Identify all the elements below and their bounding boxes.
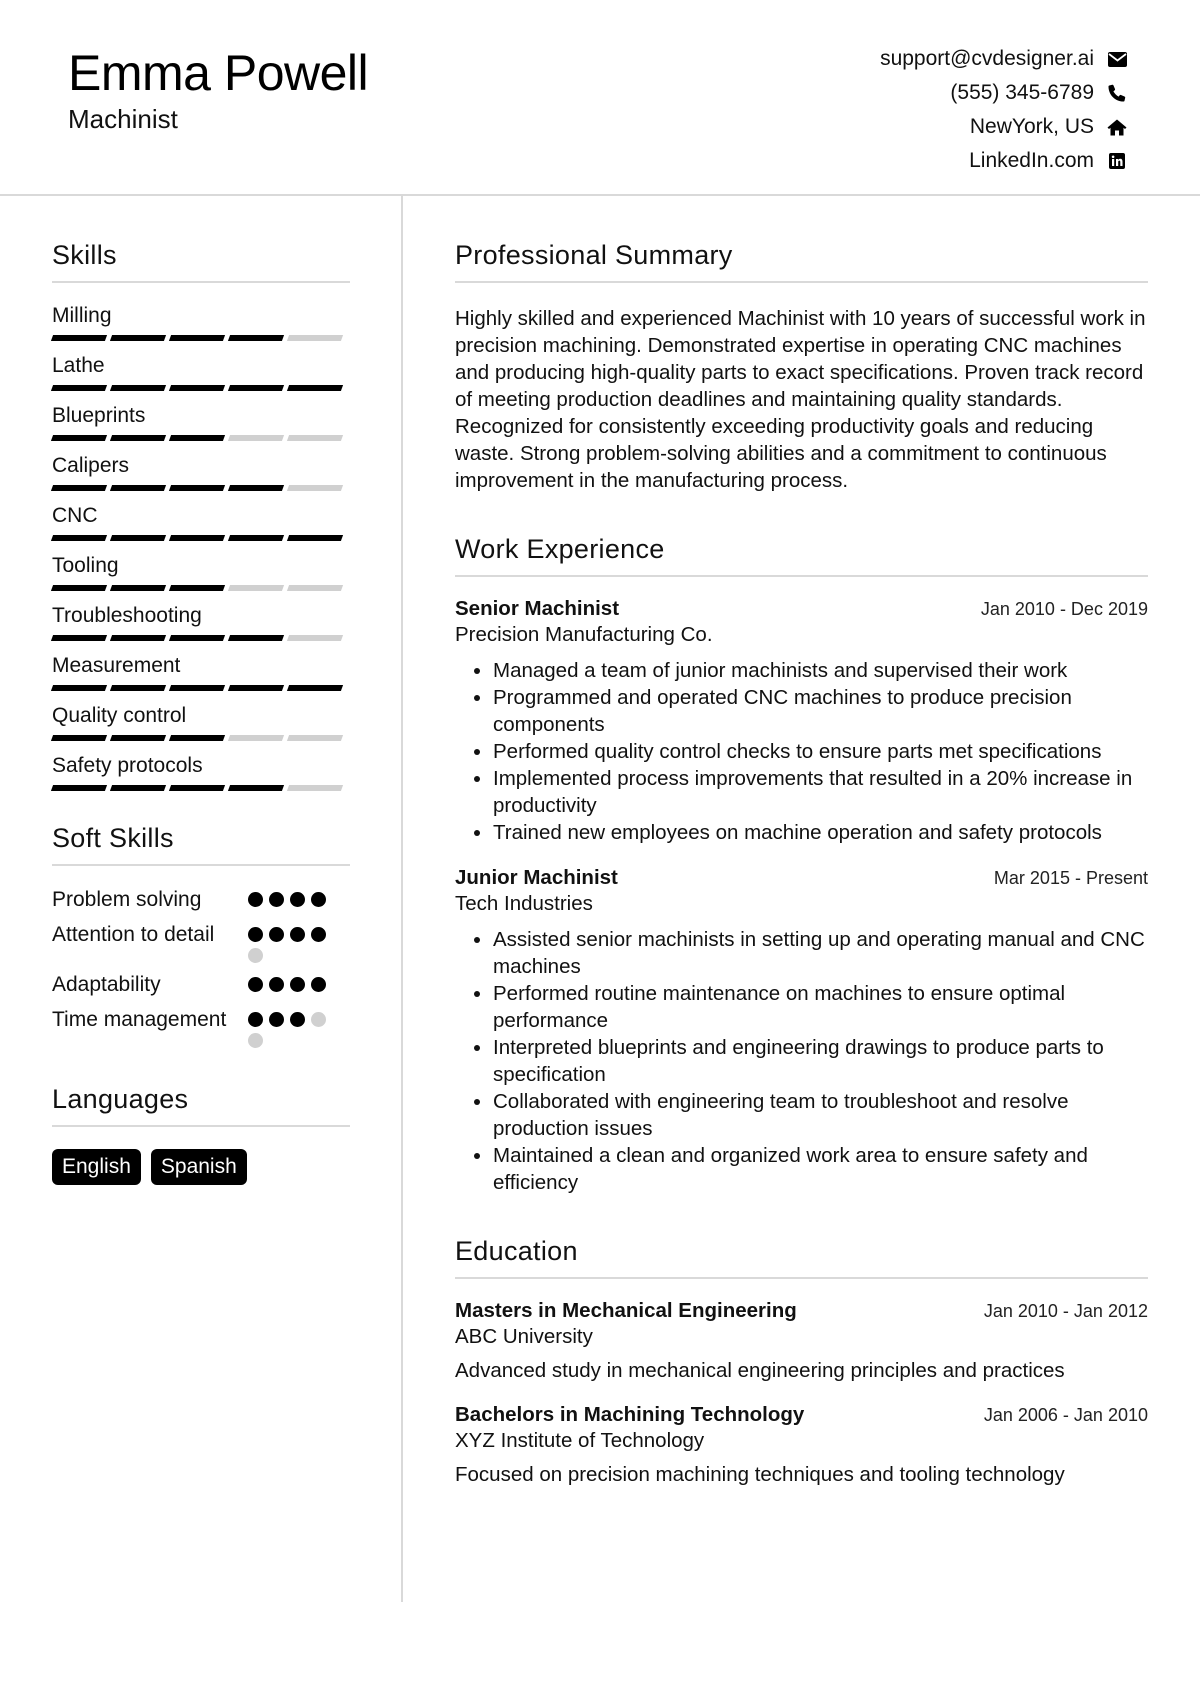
- rating-dot: [269, 927, 284, 942]
- soft-skills-list: [52, 886, 350, 1048]
- skill-rating-segment: [287, 635, 343, 641]
- skill-rating-segment: [51, 335, 107, 341]
- education-description: Advanced study in mechanical engineering principles and practices: [455, 1359, 1065, 1382]
- skill-rating-segment: [287, 585, 343, 591]
- job-bullet: • Implemented process improvements that resulted in a 20% increase in productivity: [493, 765, 1148, 819]
- right-column: [455, 240, 1148, 1487]
- skill-rating-segment: [287, 535, 343, 541]
- skill-rating-segment: [228, 585, 284, 591]
- skill-rating-segment: [110, 685, 166, 691]
- skill-rating-segment: [169, 485, 225, 491]
- soft-skill-label: Adaptability: [52, 973, 161, 996]
- education-header: [455, 1299, 1148, 1323]
- skill-label: Tooling: [52, 554, 119, 577]
- contact-linkedin-text: LinkedIn.com: [969, 149, 1094, 172]
- job-header: [455, 597, 1148, 621]
- skill-rating-bar: [52, 735, 350, 741]
- education-list: [455, 1299, 1148, 1487]
- rating-dot: [290, 927, 305, 942]
- skill-rating-bar: [52, 485, 350, 491]
- candidate-title: Machinist: [68, 104, 178, 134]
- skill-rating-bar: [52, 685, 350, 691]
- phone-icon: [1106, 83, 1128, 103]
- experience-list: [455, 597, 1148, 1196]
- skill-item: [52, 703, 350, 753]
- contact-location: [880, 110, 1128, 144]
- skill-rating-segment: [169, 435, 225, 441]
- soft-skill-label: Time management: [52, 1008, 227, 1031]
- skill-item: [52, 553, 350, 603]
- languages-list: [52, 1149, 350, 1185]
- education-degree: Bachelors in Machining Technology: [455, 1403, 805, 1426]
- education-school: ABC University: [455, 1325, 593, 1348]
- education-entry: [455, 1299, 1148, 1383]
- education-dates: Jan 2010 - Jan 2012: [983, 1301, 1148, 1321]
- skill-label: Lathe: [52, 354, 105, 377]
- skill-item: [52, 403, 350, 453]
- job-bullet: • Assisted senior machinists in setting up and operating manual and CNC machines: [493, 926, 1148, 980]
- left-column: [52, 240, 350, 1185]
- soft-skill-rating: [248, 971, 338, 998]
- skill-rating-segment: [51, 535, 107, 541]
- home-icon: [1106, 117, 1128, 137]
- education-degree: Masters in Mechanical Engineering: [455, 1299, 797, 1322]
- skill-rating-segment: [287, 685, 343, 691]
- job-bullet: • Performed routine maintenance on machines to ensure optimal performance: [493, 980, 1148, 1034]
- soft-skills-heading: Soft Skills: [52, 823, 350, 866]
- rating-dot: [290, 1012, 305, 1027]
- contact-location-text: NewYork, US: [969, 115, 1094, 138]
- skill-rating-segment: [51, 385, 107, 391]
- skill-rating-segment: [169, 535, 225, 541]
- contact-phone-text: (555) 345-6789: [950, 81, 1094, 104]
- skill-label: Milling: [52, 304, 112, 327]
- skill-label: CNC: [52, 504, 98, 527]
- rating-dot: [269, 977, 284, 992]
- skill-rating-segment: [51, 635, 107, 641]
- skill-rating-bar: [52, 385, 350, 391]
- skill-item: [52, 503, 350, 553]
- skill-rating-segment: [287, 335, 343, 341]
- job-title: Junior Machinist: [455, 866, 618, 889]
- rating-dot: [311, 892, 326, 907]
- skill-label: Troubleshooting: [52, 604, 202, 627]
- skill-rating-segment: [110, 435, 166, 441]
- resume-header: [0, 0, 1200, 196]
- skill-rating-segment: [287, 435, 343, 441]
- job-bullet: • Collaborated with engineering team to troubleshoot and resolve production issues: [493, 1088, 1148, 1142]
- job-bullet: • Trained new employees on machine operation and safety protocols: [493, 819, 1148, 846]
- skill-rating-segment: [287, 385, 343, 391]
- skill-rating-bar: [52, 335, 350, 341]
- contact-linkedin[interactable]: [880, 144, 1128, 178]
- education-heading: Education: [455, 1236, 1148, 1279]
- skill-label: Quality control: [52, 704, 187, 727]
- experience-heading: Work Experience: [455, 534, 1148, 577]
- job-entry: [455, 597, 1148, 846]
- education-entry: [455, 1403, 1148, 1487]
- language-badge: English: [52, 1149, 141, 1185]
- job-header: [455, 866, 1148, 890]
- job-bullet: • Programmed and operated CNC machines to produce precision components: [493, 684, 1148, 738]
- rating-dot: [269, 1012, 284, 1027]
- job-company: Precision Manufacturing Co.: [455, 623, 713, 646]
- education-dates: Jan 2006 - Jan 2010: [983, 1405, 1148, 1425]
- skill-item: [52, 453, 350, 503]
- skill-rating-segment: [287, 485, 343, 491]
- skill-rating-segment: [228, 385, 284, 391]
- skill-rating-segment: [169, 735, 225, 741]
- education-school: XYZ Institute of Technology: [455, 1429, 705, 1452]
- skill-label: Blueprints: [52, 404, 146, 427]
- skill-rating-segment: [51, 735, 107, 741]
- job-dates: Jan 2010 - Dec 2019: [980, 599, 1148, 619]
- rating-dot: [248, 927, 263, 942]
- skill-label: Measurement: [52, 654, 181, 677]
- skill-rating-segment: [51, 585, 107, 591]
- contact-phone[interactable]: [880, 76, 1128, 110]
- skill-rating-segment: [110, 735, 166, 741]
- skill-item: [52, 353, 350, 403]
- skill-rating-segment: [169, 385, 225, 391]
- linkedin-icon: [1106, 151, 1128, 171]
- education-header: [455, 1403, 1148, 1427]
- skill-rating-segment: [110, 785, 166, 791]
- job-bullet: • Managed a team of junior machinists and supervised their work: [493, 657, 1148, 684]
- job-bullets: [455, 926, 1148, 1196]
- skill-rating-bar: [52, 585, 350, 591]
- skill-rating-bar: [52, 635, 350, 641]
- skill-rating-segment: [169, 685, 225, 691]
- rating-dot: [311, 927, 326, 942]
- rating-dot: [290, 892, 305, 907]
- skill-rating-segment: [228, 785, 284, 791]
- skill-rating-segment: [110, 485, 166, 491]
- skill-rating-segment: [51, 435, 107, 441]
- soft-skill-item: [52, 971, 350, 998]
- rating-dot: [269, 892, 284, 907]
- skill-rating-segment: [228, 535, 284, 541]
- skill-rating-segment: [228, 485, 284, 491]
- soft-skill-rating: [248, 886, 338, 913]
- job-bullet: • Maintained a clean and organized work area to ensure safety and efficiency: [493, 1142, 1148, 1196]
- skill-rating-segment: [228, 435, 284, 441]
- summary-heading: Professional Summary: [455, 240, 1148, 283]
- summary-text: Highly skilled and experienced Machinist with 10 years of successful work in precision machining. Demonstrated expertise in operating CNC machines and producing high-quality parts to exact specifications. Proven track record of meeting production deadlines and maintaining quality standards. Recognized for consistently exceeding productivity goals and reducing waste. Strong problem-solving abilities and a commitment to continuous improvement in the manufacturing process.: [455, 307, 1146, 492]
- skill-rating-segment: [110, 335, 166, 341]
- job-dates: Mar 2015 - Present: [993, 868, 1148, 888]
- rating-dot: [248, 948, 263, 963]
- rating-dot: [290, 977, 305, 992]
- soft-skill-label: Attention to detail: [52, 923, 215, 946]
- skill-item: [52, 753, 350, 803]
- column-divider: [401, 196, 403, 1602]
- skill-rating-segment: [228, 685, 284, 691]
- soft-skill-item: [52, 921, 350, 963]
- skill-rating-segment: [169, 635, 225, 641]
- skill-rating-segment: [169, 585, 225, 591]
- rating-dot: [311, 977, 326, 992]
- skill-rating-segment: [287, 785, 343, 791]
- contact-list: [880, 42, 1128, 178]
- job-bullets: [455, 657, 1148, 846]
- soft-skill-item: [52, 886, 350, 913]
- soft-skill-item: [52, 1006, 350, 1048]
- skill-rating-segment: [51, 685, 107, 691]
- skills-heading: Skills: [52, 240, 350, 283]
- skill-rating-segment: [169, 785, 225, 791]
- languages-heading: Languages: [52, 1084, 350, 1127]
- envelope-icon: [1106, 49, 1128, 69]
- job-bullet: • Interpreted blueprints and engineering drawings to produce parts to specification: [493, 1034, 1148, 1088]
- skill-item: [52, 603, 350, 653]
- job-title: Senior Machinist: [455, 597, 620, 620]
- rating-dot: [311, 1012, 326, 1027]
- skill-label: Calipers: [52, 454, 130, 477]
- skill-rating-segment: [228, 635, 284, 641]
- candidate-name: Emma Powell: [68, 45, 369, 101]
- skill-item: [52, 303, 350, 353]
- job-company: Tech Industries: [455, 892, 593, 915]
- skill-rating-bar: [52, 785, 350, 791]
- soft-skill-rating: [248, 1006, 338, 1048]
- rating-dot: [248, 892, 263, 907]
- soft-skill-label: Problem solving: [52, 888, 202, 911]
- language-badge: Spanish: [151, 1149, 247, 1185]
- skill-rating-segment: [169, 335, 225, 341]
- skill-rating-bar: [52, 435, 350, 441]
- job-bullet: • Performed quality control checks to ensure parts met specifications: [493, 738, 1148, 765]
- soft-skill-rating: [248, 921, 338, 963]
- contact-email[interactable]: [880, 42, 1128, 76]
- skills-list: [52, 303, 350, 803]
- rating-dot: [248, 1033, 263, 1048]
- skill-rating-segment: [110, 585, 166, 591]
- skill-label: Safety protocols: [52, 754, 203, 777]
- education-description: Focused on precision machining techniques and tooling technology: [455, 1463, 1065, 1486]
- skill-rating-segment: [228, 735, 284, 741]
- skill-rating-segment: [228, 335, 284, 341]
- rating-dot: [248, 1012, 263, 1027]
- skill-rating-segment: [110, 385, 166, 391]
- skill-item: [52, 653, 350, 703]
- contact-email-text: support@cvdesigner.ai: [880, 47, 1094, 70]
- skill-rating-bar: [52, 535, 350, 541]
- skill-rating-segment: [110, 535, 166, 541]
- skill-rating-segment: [287, 735, 343, 741]
- rating-dot: [248, 977, 263, 992]
- skill-rating-segment: [51, 785, 107, 791]
- job-entry: [455, 866, 1148, 1196]
- skill-rating-segment: [51, 485, 107, 491]
- skill-rating-segment: [110, 635, 166, 641]
